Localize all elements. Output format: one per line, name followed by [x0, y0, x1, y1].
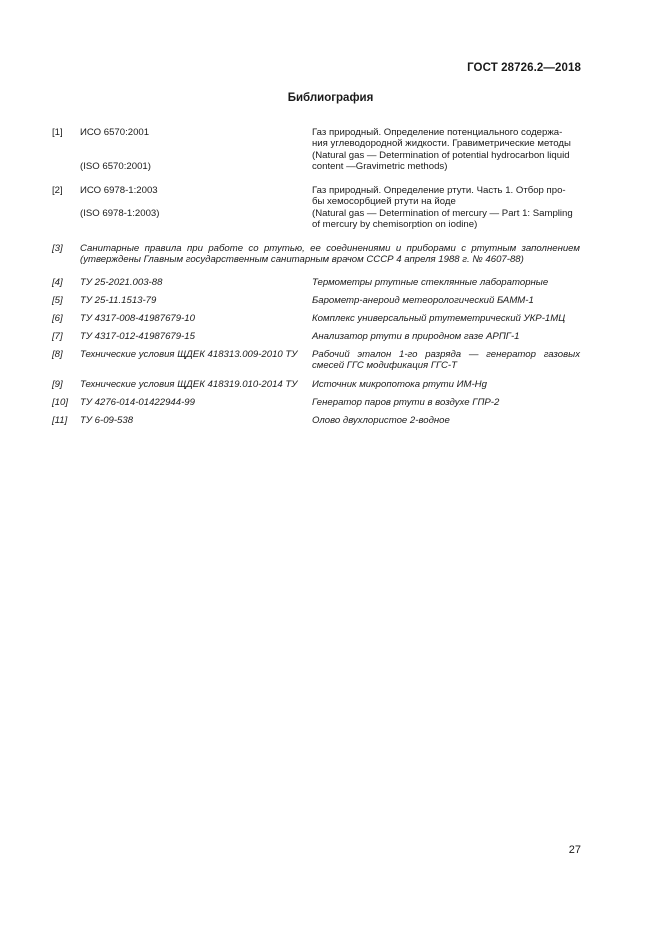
bib-entry-1 [52, 127, 580, 179]
entry-title: Источник микропотока ртути ИМ-Hg [312, 379, 487, 390]
entry-reference: ТУ 6-09-538 [80, 415, 134, 426]
entry-title: Анализатор ртути в природном газе АРПГ-1 [312, 331, 520, 342]
bib-entry-8 [52, 349, 580, 373]
bib-entry-2 [52, 185, 580, 237]
entry-number: [2] [52, 185, 63, 196]
bibliography-list [52, 127, 580, 433]
entry-number: [6] [52, 313, 63, 324]
entry-number: [3] [52, 243, 63, 254]
entry-number: [7] [52, 331, 63, 342]
entry-reference-original: (ISO 6570:2001) [80, 161, 151, 173]
entry-number: [4] [52, 277, 63, 288]
entry-title: Газ природный. Определение ртути. Часть 1. Отбор про- бы хемосорбцией ртути на йоде (Natural gas — Determination of mercury — Part 1: Sampling of mercury by chemisorption on iodine) [312, 185, 573, 231]
bib-entry-7 [52, 331, 580, 343]
entry-title: Генератор паров ртути в воздухе ГПР-2 [312, 397, 500, 408]
entry-number: [8] [52, 349, 63, 360]
standard-code: ГОСТ 28726.2—2018 [467, 62, 581, 74]
bib-entry-11 [52, 415, 580, 427]
entry-reference: ТУ 25-11.1513-79 [80, 295, 157, 306]
entry-title: Комплекс универсальный ртутеметрический УКР-1МЦ [312, 313, 566, 324]
entry-title: Санитарные правила при работе со ртутью, ее соединениями и приборами с ртутным заполнением (утверждены Главным государственным санитарным врачом СССР 4 апреля 1988 г. № 4607-88) [80, 243, 580, 266]
entry-reference: ИСО 6570:2001 (ISO 6570:2001) [80, 127, 312, 173]
entry-number: [10] [52, 397, 69, 408]
entry-number: [5] [52, 295, 63, 306]
bib-entry-9 [52, 379, 580, 391]
entry-reference: ТУ 4317-008-41987679-10 [80, 313, 195, 324]
section-title: Библиография [287, 92, 374, 104]
entry-reference: ТУ 25-2021.003-88 [80, 277, 163, 288]
bib-entry-6 [52, 313, 580, 325]
entry-reference: ТУ 4276-014-01422944-99 [80, 397, 195, 408]
bib-entry-10 [52, 397, 580, 409]
entry-reference: Технические условия ЩДЕК 418319.010-2014 ТУ [80, 379, 298, 390]
entry-title: Олово двухлористое 2-водное [312, 415, 450, 426]
entry-number: [1] [52, 127, 63, 138]
page-number: 27 [568, 844, 581, 856]
bib-entry-4 [52, 277, 580, 289]
bib-entry-5 [52, 295, 580, 307]
entry-reference: ИСО 6978-1:2003 (ISO 6978-1:2003) [80, 185, 312, 219]
entry-number: [11] [52, 415, 68, 426]
entry-title: Термометры ртутные стеклянные лабораторные [312, 277, 549, 288]
entry-reference: Технические условия ЩДЕК 418313.009-2010 ТУ [80, 349, 298, 360]
entry-reference-original: (ISO 6978-1:2003) [80, 207, 160, 219]
entry-title: Барометр-анероид метеорологический БАММ-1 [312, 295, 534, 306]
bib-entry-3 [52, 243, 580, 271]
entry-title: Рабочий эталон 1-го разряда — генератор газовых смесей ГГС модификация ГГС-Т [312, 349, 580, 372]
entry-number: [9] [52, 379, 63, 390]
entry-reference: ТУ 4317-012-41987679-15 [80, 331, 195, 342]
entry-title: Газ природный. Определение потенциального содержа- ния углеводородной жидкости. Гравиметрические методы (Natural gas — Determination of potential hydrocarbon liquid content —Gravimetric methods) [312, 127, 571, 173]
